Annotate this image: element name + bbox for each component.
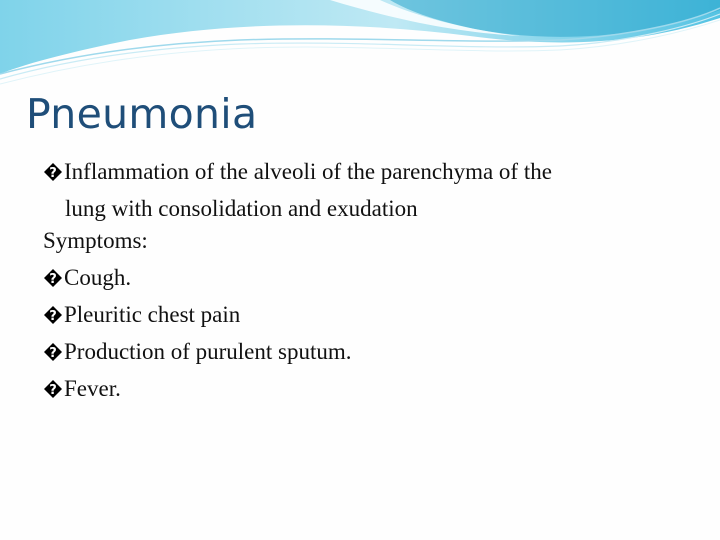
bullet-item [43, 156, 703, 193]
symptoms-heading: Symptoms: [43, 228, 148, 253]
symptom-item [43, 299, 703, 336]
replacement-character-icon [43, 268, 63, 288]
symptom-item [43, 336, 703, 373]
symptom-text: Cough. [64, 265, 132, 290]
replacement-character-icon [43, 379, 63, 399]
replacement-character-icon [43, 305, 63, 325]
header-wave-decoration [0, 0, 720, 90]
replacement-character-icon [43, 162, 63, 182]
svg-text:?: ? [49, 309, 57, 324]
symptom-item [43, 373, 703, 410]
bullet-text: Inflammation of the alveoli of the parenchyma of the [64, 159, 552, 184]
slide-title: Pneumonia [26, 90, 258, 138]
svg-text:?: ? [49, 166, 57, 181]
bullet-continuation: lung with consolidation and exudation [65, 196, 418, 221]
symptom-text: Pleuritic chest pain [64, 302, 241, 327]
replacement-character-icon [43, 342, 63, 362]
symptom-item [43, 262, 703, 299]
svg-text:?: ? [49, 346, 57, 361]
svg-text:?: ? [49, 272, 57, 287]
symptom-text: Fever. [64, 376, 121, 401]
slide-body [43, 156, 703, 410]
svg-text:?: ? [49, 383, 57, 398]
symptom-text: Production of purulent sputum. [64, 339, 352, 364]
